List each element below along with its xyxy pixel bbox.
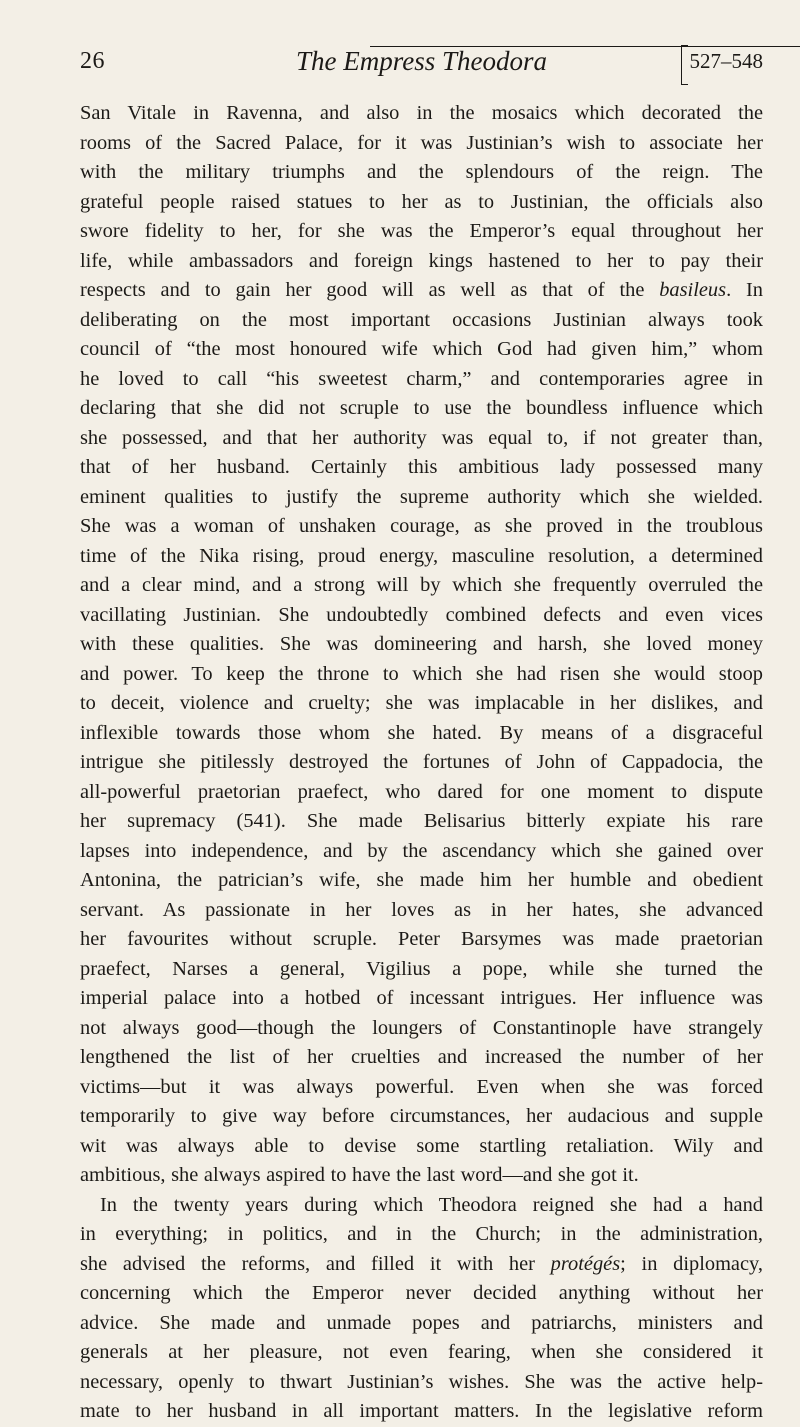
italic-term: basileus — [659, 279, 727, 301]
text-line — [80, 1191, 763, 1221]
text-line-main: eminent qualities to justify the supreme authority which she wielded. — [80, 485, 763, 508]
text-line-main: and power. To keep the throne to which she had risen she would stoop — [80, 662, 763, 685]
text-line — [80, 896, 763, 926]
text-line — [80, 1073, 763, 1103]
text-line-main: imperial palace into a hotbed of incessant intrigues. Her influence was — [80, 987, 763, 1009]
text-line-main: to deceit, violence and cruelty; she was implacable in her dislikes, and — [80, 692, 763, 714]
text-line-main: respects and to gain her good will as well as that of the — [80, 279, 660, 301]
text-line-main: deliberating on the most important occasions Justinian always took — [80, 308, 763, 331]
text-line-main: her favourites without scruple. Peter Barsymes was made praetorian — [80, 928, 763, 950]
text-line-main: she advised the reforms, and filled it with her — [80, 1252, 551, 1275]
text-line — [80, 129, 763, 159]
text-line — [80, 276, 763, 306]
text-line — [80, 1368, 763, 1398]
text-line-main: She was a woman of unshaken courage, as she proved in the troublous — [80, 515, 763, 537]
text-line-main: intrigue she pitilessly destroyed the fortunes of John of Cappadocia, the — [80, 751, 763, 773]
body-text — [80, 99, 763, 1427]
text-line-main: not always good—though the loungers of Constantinople have strangely — [80, 1016, 763, 1039]
text-line-tail: . In — [726, 279, 763, 301]
date-range-text: 527–548 — [689, 49, 763, 73]
text-line — [80, 1309, 763, 1339]
text-line-main: advice. She made and unmade popes and patriarchs, ministers and — [80, 1311, 763, 1334]
text-line — [80, 542, 763, 572]
text-line — [80, 247, 763, 277]
date-range — [684, 49, 764, 74]
text-line — [80, 1220, 763, 1250]
text-line — [80, 1132, 763, 1162]
text-line-main: lapses into independence, and by the ascendancy which she gained over — [80, 839, 763, 862]
text-line — [80, 571, 763, 601]
text-line-main: her supremacy (541). She made Belisarius bitterly expiate his rare — [80, 810, 763, 832]
text-line — [80, 601, 763, 631]
text-line-tail: ; in diplomacy, — [620, 1252, 763, 1275]
text-line — [80, 1043, 763, 1073]
text-line — [80, 1102, 763, 1132]
text-line-main: wit was always able to devise some startling retaliation. Wily and — [80, 1134, 763, 1157]
text-line — [80, 217, 763, 247]
text-line-main: praefect, Narses a general, Vigilius a pope, while she turned the — [80, 957, 763, 980]
text-line-main: council of “the most honoured wife which God had given him,” whom — [80, 338, 763, 360]
text-line — [80, 1338, 763, 1368]
text-line-main: life, while ambassadors and foreign kings hastened to her to pay their — [80, 249, 763, 272]
text-line — [80, 306, 763, 336]
text-line-main: swore fidelity to her, for she was the Emperor’s equal throughout her — [80, 220, 763, 242]
text-line-main: necessary, openly to thwart Justinian’s wishes. She was the active help- — [80, 1370, 763, 1393]
text-line — [80, 1279, 763, 1309]
text-line-main: grateful people raised statues to her as to Justinian, the officials also — [80, 190, 763, 213]
text-line-main: San Vitale in Ravenna, and also in the mosaics which decorated the — [80, 102, 763, 124]
text-line-main: In the twenty years during which Theodora reigned she had a hand — [100, 1193, 763, 1216]
text-line — [80, 394, 763, 424]
text-line — [80, 424, 763, 454]
text-line-main: she possessed, and that her authority was equal to, if not greater than, — [80, 426, 763, 449]
text-line — [80, 453, 763, 483]
text-line — [80, 748, 763, 778]
text-line — [80, 1014, 763, 1044]
text-line-main: servant. As passionate in her loves as in her hates, she advanced — [80, 898, 763, 921]
text-line — [80, 99, 763, 129]
text-line-main: in everything; in politics, and in the Church; in the administration, — [80, 1223, 763, 1245]
text-line-main: lengthened the list of her cruelties and increased the number of her — [80, 1046, 763, 1068]
text-line — [80, 660, 763, 690]
text-line-main: and a clear mind, and a strong will by which she frequently overruled the — [80, 574, 763, 596]
text-line — [80, 1250, 763, 1280]
text-line — [80, 719, 763, 749]
text-line — [80, 188, 763, 218]
text-line — [80, 630, 763, 660]
text-line-main: declaring that she did not scruple to use the boundless influence which — [80, 397, 763, 419]
text-line — [80, 1161, 763, 1191]
text-line — [80, 1397, 763, 1427]
text-line-main: all-powerful praetorian praefect, who dared for one moment to dispute — [80, 780, 763, 803]
running-title: The Empress Theodora — [295, 46, 547, 76]
text-line — [80, 925, 763, 955]
text-line-main: time of the Nika rising, proud energy, masculine resolution, a determined — [80, 544, 763, 567]
text-line-main: ambitious, she always aspired to have the last word—and she got it. — [80, 1164, 639, 1186]
page-header — [80, 46, 763, 80]
text-line-main: concerning which the Emperor never decided anything without her — [80, 1282, 763, 1304]
text-line — [80, 512, 763, 542]
text-line — [80, 955, 763, 985]
text-line — [80, 984, 763, 1014]
page-number: 26 — [80, 48, 105, 74]
text-line — [80, 483, 763, 513]
text-line-main: rooms of the Sacred Palace, for it was Justinian’s wish to associate her — [80, 131, 763, 154]
date-bracket — [681, 45, 688, 85]
italic-term: protégés — [550, 1252, 621, 1275]
text-line-main: mate to her husband in all important matters. In the legislative reform — [80, 1400, 763, 1422]
text-line — [80, 837, 763, 867]
text-line-main: inflexible towards those whom she hated. By means of a disgraceful — [80, 721, 763, 744]
text-line — [80, 158, 763, 188]
text-line-main: with these qualities. She was domineering and harsh, she loved money — [80, 633, 763, 655]
text-line-main: vacillating Justinian. She undoubtedly combined defects and even vices — [80, 603, 763, 626]
text-line-main: temporarily to give way before circumstances, her audacious and supple — [80, 1105, 763, 1127]
text-line-main: victims—but it was always powerful. Even when she was forced — [80, 1075, 763, 1098]
text-line — [80, 365, 763, 395]
text-line — [80, 807, 763, 837]
text-line — [80, 778, 763, 808]
text-line-main: Antonina, the patrician’s wife, she made him her humble and obedient — [80, 869, 763, 891]
text-line-main: generals at her pleasure, not even fearing, when she considered it — [80, 1341, 763, 1363]
text-line — [80, 689, 763, 719]
text-line — [80, 335, 763, 365]
text-line — [80, 866, 763, 896]
text-line-main: that of her husband. Certainly this ambitious lady possessed many — [80, 456, 763, 478]
text-line-main: with the military triumphs and the splendours of the reign. The — [80, 161, 763, 183]
text-line-main: he loved to call “his sweetest charm,” and contemporaries agree in — [80, 367, 763, 390]
